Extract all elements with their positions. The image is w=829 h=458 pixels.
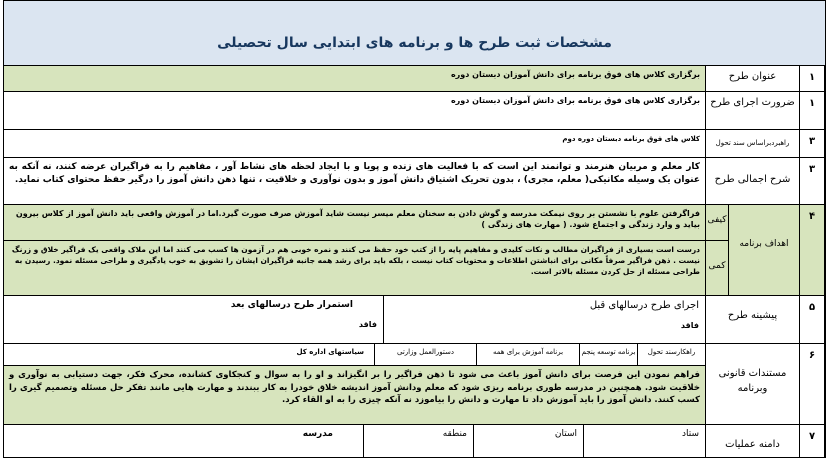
row-label-summary: شرح اجمالی طرح [706, 158, 800, 205]
scope-province: استان [474, 425, 584, 458]
row-label-background: پیشینه طرح [706, 296, 800, 344]
row-label-plan-title: عنوان طرح [706, 66, 800, 92]
next-years-cell [4, 296, 384, 344]
previous-years-value: فاقد [680, 321, 699, 330]
summary-value: کار معلم و مربیان هنرمند و توانمند این است که با فعالیت های زنده و پویا و با ایجاد لحظه های نشاط آور ، مفاهیم را به فراگیران عرضه کنند، نه آنکه به عنوان یک وسیله مکانیکی( معلم، مجری) ، بدون تحریک اشتیاق دانش آموز و بدون نوآوری و خلاقیت ، تنها ذهن دانش آموز را درگیر حفظ محتوای کتاب نماید. [4, 158, 706, 205]
row-number: ۱ [800, 66, 825, 92]
row-label-goals: اهداف برنامه [729, 205, 800, 296]
scope-region: منطقه [364, 425, 474, 458]
strategy-value: کلاس های فوق برنامه دبستان دوره دوم [4, 130, 706, 158]
form-title-bar [4, 1, 825, 66]
legal-col-fifth-plan: برنامه توسعه پنجم [580, 344, 638, 366]
necessity-value: برگزاری کلاس های فوق برنامه برای دانش آموزان دبستان دوره [4, 92, 706, 130]
legal-col-ministry: دستورالعمل وزارتی [375, 344, 477, 366]
form-sheet [3, 0, 826, 458]
row-label-legal: مستندات قانونی وبرنامه [706, 344, 800, 425]
row-number: ۷ [800, 425, 825, 458]
scope-school: مدرسه [4, 425, 364, 458]
qualitative-label: کیفی [706, 205, 729, 241]
plan-title-value: برگزاری کلاس های فوق برنامه برای دانش آموزان دبستان دوره [4, 66, 706, 92]
quantitative-label: کمی [706, 241, 729, 296]
row-number: ۶ [800, 344, 825, 425]
form-title: مشخصات ثبت طرح ها و برنامه های ابتدایی سال تحصیلی [217, 35, 612, 51]
row-number: ۵ [800, 296, 825, 344]
next-years-header: استمرار طرح درسالهای بعد [230, 300, 353, 310]
quantitative-goals-text: درست است بسیاری از فراگیران مطالب و نکات کلیدی و مفاهیم پایه را از کتب خود حفظ می کنند و نمره خوبی هم در آزمون ها کسب می کنند اما این ملاک واقعی یک فراگیر خلاق و زرنگ نیست . ذهن فراگیر صرفاً مکانی برای انباشتن اطلاعات و محتویات کتاب نیست ، بلکه باید برای رشد همه جانبه فراگیران ایشان را تشویق به خوب یادگیری و طراحی مسئله نمود. رسیدن به طراحی مسئله از حل کردن مسئله بالاتر است. [4, 241, 706, 296]
previous-years-cell [384, 296, 706, 344]
row-number: ۳ [800, 130, 825, 158]
row-label-necessity: ضرورت اجرای طرح [706, 92, 800, 130]
row-number: ۳ [800, 158, 825, 205]
qualitative-goals-text: فراگرفتن علوم با نشستن بر روی نیمکت مدرسه و گوش دادن به سخنان معلم میسر نیست شاید آموزش صرف صورت گیرد.اما در آموزش واقعی باید دانش آموز از کلاس بیرون بیاید و وارد زندگی و اجتماع شود. ( مهارت های زندگی ) [4, 205, 706, 241]
legal-col-transformation: راهکارسند تحول [638, 344, 706, 366]
legal-col-education-for-all: برنامه آموزش برای همه [477, 344, 580, 366]
row-number: ۱ [800, 92, 825, 130]
legal-body-text: فراهم نمودن این فرصت برای دانش آموز باعث می شود تا ذهن فراگیر را بر انگیزاند و او را به سوال و کنجکاوی کشانده، محرک فکر، جهت دستیابی به نوآوری و خلاقیت شود. همچنین در مدرسه طوری برنامه ریزی شود که معلم ودانش آموز اندیشه خلاق خودرا به کار ببندند و مهارت هایی مانند تفکر حل مسئله وتصمیم گیری را کسب کنند. دانش آموز را باید آموزش داد تا مهارت و دانش را بیاموزد نه آنکه چیزی را به او القاء کرد. [4, 366, 706, 425]
row-label-strategy: راهبردبراساس سند تحول [706, 130, 800, 158]
row-label-scope: دامنه عملیات [706, 425, 800, 458]
row-number: ۴ [800, 205, 825, 296]
legal-col-office-policy: سیاستهای اداره کل [4, 344, 375, 366]
previous-years-header: اجرای طرح درسالهای قبل [589, 300, 699, 311]
next-years-value: فاقد [358, 320, 377, 329]
scope-hq: ستاد [584, 425, 706, 458]
